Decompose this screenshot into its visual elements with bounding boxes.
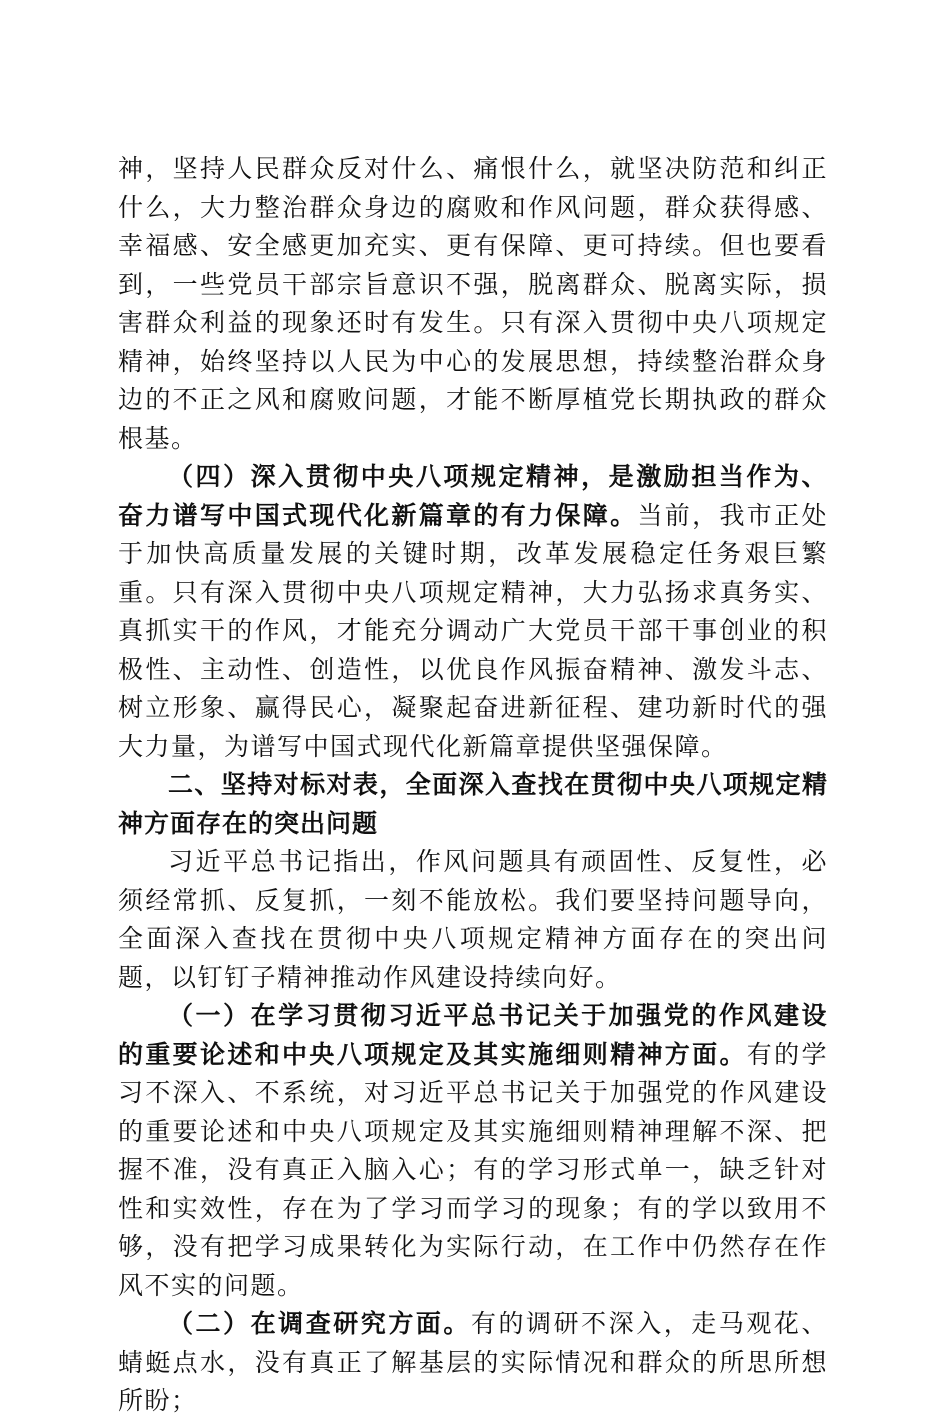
document-body — [118, 150, 828, 1421]
paragraph-lead-bold: （四）深入贯彻中央八项规定精神，是激励担当作为、奋力谱写中国式现代化新篇章的有力保障。 — [118, 462, 828, 530]
paragraph-text: 神，坚持人民群众反对什么、痛恨什么，就坚决防范和纠正什么，大力整治群众身边的腐败和作风问题，群众获得感、幸福感、安全感更加充实、更有保障、更可持续。但也要看到，一些党员干部宗旨意识不强，脱离群众、脱离实际，损害群众利益的现象还时有发生。只有深入贯彻中央八项规定精神，始终坚持以人民为中心的发展思想，持续整治群众身边的不正之风和腐败问题，才能不断厚植党长期执政的群众根基。 — [118, 154, 828, 453]
paragraph-people-centered — [118, 150, 828, 458]
paragraph-issue-two — [118, 1305, 828, 1421]
paragraph-issue-one — [118, 997, 828, 1305]
paragraph-point-four — [118, 458, 828, 766]
paragraph-text: 当前，我市正处于加快高质量发展的关键时期，改革发展稳定任务艰巨繁重。只有深入贯彻中央八项规定精神，大力弘扬求真务实、真抓实干的作风，才能充分调动广大党员干部干事创业的积极性、主动性、创造性，以优良作风振奋精神、激发斗志、树立形象、赢得民心，凝聚起奋进新征程、建功新时代的强大力量，为谱写中国式现代化新篇章提供坚强保障。 — [118, 500, 828, 761]
paragraph-section-intro — [118, 843, 828, 997]
paragraph-lead-bold: （一）在学习贯彻习近平总书记关于加强党的作风建设的重要论述和中央八项规定及其实施细则精神方面。 — [118, 1001, 828, 1069]
paragraph-text: 习近平总书记指出，作风问题具有顽固性、反复性，必须经常抓、反复抓，一刻不能放松。我们要坚持问题导向，全面深入查找在贯彻中央八项规定精神方面存在的突出问题，以钉钉子精神推动作风建设持续向好。 — [118, 847, 828, 992]
section-heading-two: 二、坚持对标对表，全面深入查找在贯彻中央八项规定精神方面存在的突出问题 — [118, 770, 828, 838]
paragraph-text: 有的学习不深入、不系统，对习近平总书记关于加强党的作风建设的重要论述和中央八项规定及其实施细则精神理解不深、把握不准，没有真正入脑入心；有的学习形式单一，缺乏针对性和实效性，存在为了学习而学习的现象；有的学以致用不够，没有把学习成果转化为实际行动，在工作中仍然存在作风不实的问题。 — [118, 1039, 828, 1300]
paragraph-lead-bold: （二）在调查研究方面。 — [168, 1309, 471, 1338]
paragraph-text: 有的调研不深入，走马观花、蜻蜓点水，没有真正了解基层的实际情况和群众的所思所想所盼； — [118, 1309, 828, 1415]
